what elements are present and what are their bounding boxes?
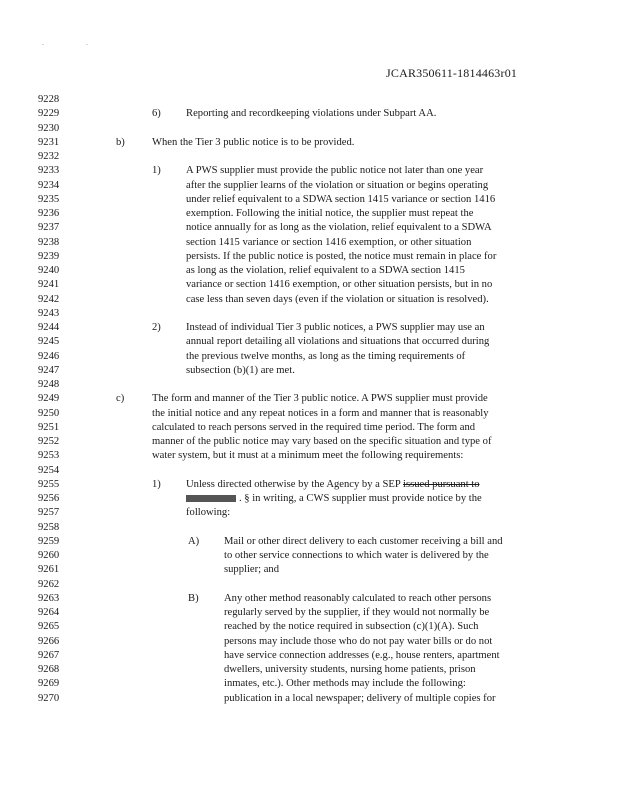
item-label: B)	[188, 592, 199, 604]
item-label: c)	[116, 393, 125, 405]
text-line	[0, 521, 618, 535]
text-line	[0, 264, 618, 278]
text-line	[0, 93, 618, 107]
item-label: 1)	[152, 478, 161, 490]
text-line	[0, 606, 618, 620]
line-number: 9230	[38, 122, 60, 134]
text-line	[0, 620, 618, 634]
line-number: 9234	[38, 179, 60, 191]
line-text: persons may include those who do not pay water bills or do not	[224, 635, 493, 647]
line-text: supplier; and	[224, 564, 280, 576]
line-number: 9247	[38, 364, 60, 376]
text-line	[0, 492, 618, 506]
text-line	[0, 392, 618, 406]
item-label: A)	[188, 535, 200, 547]
text-line	[0, 207, 618, 221]
line-text: inmates, etc.). Other methods may include the following:	[224, 678, 466, 690]
line-number: 9262	[38, 578, 60, 590]
redaction-mark	[186, 495, 236, 502]
line-number: 9266	[38, 635, 60, 647]
line-text-after: § in writing, a CWS supplier must provide notice by the	[244, 493, 482, 504]
text-line	[0, 307, 618, 321]
line-text: variance or section 1416 exemption, or other situation persists, but in no	[186, 279, 493, 291]
line-number: 9238	[38, 236, 60, 248]
text-line	[0, 293, 618, 307]
line-number: 9264	[38, 607, 60, 618]
line-text: subsection (b)(1) are met.	[186, 364, 295, 376]
line-number: 9260	[38, 550, 60, 561]
line-text: manner of the public notice may vary based on the specific situation and type of	[152, 436, 492, 447]
line-text: to other service connections to which water is delivered by the	[224, 550, 489, 561]
line-text: persists. If the public notice is posted, the notice must remain in place for	[186, 250, 497, 262]
line-number: 9241	[38, 279, 60, 291]
text-line	[0, 635, 618, 649]
text-line	[0, 335, 618, 349]
line-text: after the supplier learns of the violation or situation or begins operating	[186, 179, 489, 191]
text-line	[0, 378, 618, 392]
line-number: 9245	[38, 336, 60, 348]
text-line	[0, 150, 618, 164]
line-text: exemption. Following the initial notice, the supplier must repeat the	[186, 208, 474, 219]
line-text: reached by the notice required in subsection (c)(1)(A). Such	[224, 621, 479, 633]
line-number: 9269	[38, 678, 60, 690]
line-number: 9246	[38, 350, 60, 362]
line-number: 9265	[38, 621, 60, 633]
item-label: 6)	[152, 108, 161, 120]
line-text: calculated to reach persons served in the required time period. The form and	[152, 421, 476, 433]
scan-marks: . .	[42, 38, 108, 47]
text-line	[0, 592, 618, 606]
line-number: 9249	[38, 393, 60, 405]
line-number: 9229	[38, 108, 60, 120]
text-line	[0, 506, 618, 520]
line-text-main: Unless directed otherwise by the Agency by a SEP	[186, 478, 404, 490]
text-line	[0, 236, 618, 250]
line-text: have service connection addresses (e.g., house renters, apartment	[224, 649, 500, 661]
line-number: 9235	[38, 193, 60, 205]
line-text: the initial notice and any repeat notices in a form and manner that is reasonably	[152, 407, 489, 419]
line-text: A PWS supplier must provide the public notice not later than one year	[186, 165, 484, 177]
line-number: 9251	[38, 421, 60, 433]
line-text	[186, 478, 480, 492]
text-line	[0, 578, 618, 592]
text-line	[0, 278, 618, 292]
line-text: When the Tier 3 public notice is to be provided.	[152, 136, 355, 148]
line-number: 9258	[38, 521, 60, 533]
line-number: 9252	[38, 436, 60, 447]
text-line	[0, 449, 618, 463]
line-number: 9253	[38, 450, 60, 462]
line-number: 9239	[38, 250, 60, 262]
line-number: 9240	[38, 265, 60, 276]
line-number: 9254	[38, 464, 60, 476]
text-line	[0, 478, 618, 492]
line-text: Any other method reasonably calculated to reach other persons	[224, 592, 492, 604]
text-line	[0, 407, 618, 421]
text-line	[0, 421, 618, 435]
line-text: the previous twelve months, as long as the timing requirements of	[186, 350, 466, 362]
text-line	[0, 350, 618, 364]
text-line	[0, 250, 618, 264]
line-number: 9263	[38, 592, 60, 604]
line-text: regularly served by the supplier, if they would not normally be	[224, 607, 490, 618]
line-number: 9268	[38, 664, 60, 675]
line-text: Reporting and recordkeeping violations under Subpart AA.	[186, 108, 437, 120]
line-text: under relief equivalent to a SDWA section 1415 variance or section 1416	[186, 193, 496, 205]
line-number: 9243	[38, 307, 60, 319]
line-number: 9232	[38, 151, 60, 162]
line-text: annual report detailing all violations and situations that occurred during	[186, 336, 490, 348]
text-line	[0, 677, 618, 691]
text-line	[0, 221, 618, 235]
item-label: 2)	[152, 322, 161, 333]
item-label: 1)	[152, 165, 161, 177]
line-text: The form and manner of the Tier 3 public notice. A PWS supplier must provide	[152, 393, 488, 405]
line-number: 9250	[38, 407, 60, 419]
line-text: as long as the violation, relief equivalent to a SDWA section 1415	[186, 265, 465, 276]
line-number: 9257	[38, 507, 60, 519]
text-line	[0, 649, 618, 663]
text-line	[0, 107, 618, 121]
text-line	[0, 136, 618, 150]
line-text: following:	[186, 507, 231, 519]
text-line	[0, 663, 618, 677]
line-number: 9255	[38, 478, 60, 490]
line-text: dwellers, university students, nursing home patients, prison	[224, 664, 476, 675]
line-text: section 1415 variance or section 1416 exemption, or other situation	[186, 236, 472, 248]
struck-text: issued pursuant to	[403, 478, 480, 490]
line-text: publication in a local newspaper; delivery of multiple copies for	[224, 692, 496, 704]
text-line	[0, 193, 618, 207]
text-line	[0, 179, 618, 193]
line-text	[186, 492, 482, 506]
line-text-main: .	[239, 493, 245, 504]
line-number: 9248	[38, 379, 60, 390]
text-line	[0, 535, 618, 549]
line-number: 9228	[38, 94, 60, 105]
line-number: 9237	[38, 222, 60, 234]
line-number: 9242	[38, 293, 60, 305]
line-number: 9270	[38, 692, 60, 704]
text-line	[0, 122, 618, 136]
line-number: 9256	[38, 493, 60, 504]
text-line	[0, 164, 618, 178]
line-text: notice annually for as long as the violation, relief equivalent to a SDWA	[186, 222, 492, 234]
text-line	[0, 464, 618, 478]
text-line	[0, 549, 618, 563]
line-text: case less than seven days (even if the violation or situation is resolved).	[186, 293, 489, 305]
text-line	[0, 435, 618, 449]
text-line	[0, 563, 618, 577]
item-label: b)	[116, 136, 125, 148]
line-text: Instead of individual Tier 3 public notices, a PWS supplier may use an	[186, 322, 485, 333]
text-line	[0, 692, 618, 706]
text-line	[0, 364, 618, 378]
line-text: Mail or other direct delivery to each customer receiving a bill and	[224, 535, 503, 547]
line-number: 9244	[38, 322, 60, 333]
line-number: 9261	[38, 564, 60, 576]
line-number: 9233	[38, 165, 60, 177]
line-text: water system, but it must at a minimum meet the following requirements:	[152, 450, 464, 462]
document-id: JCAR350611-1814463r01	[386, 66, 518, 80]
text-line	[0, 321, 618, 335]
line-number: 9231	[38, 136, 60, 148]
line-number: 9236	[38, 208, 60, 219]
line-number: 9259	[38, 535, 60, 547]
line-number: 9267	[38, 649, 60, 661]
